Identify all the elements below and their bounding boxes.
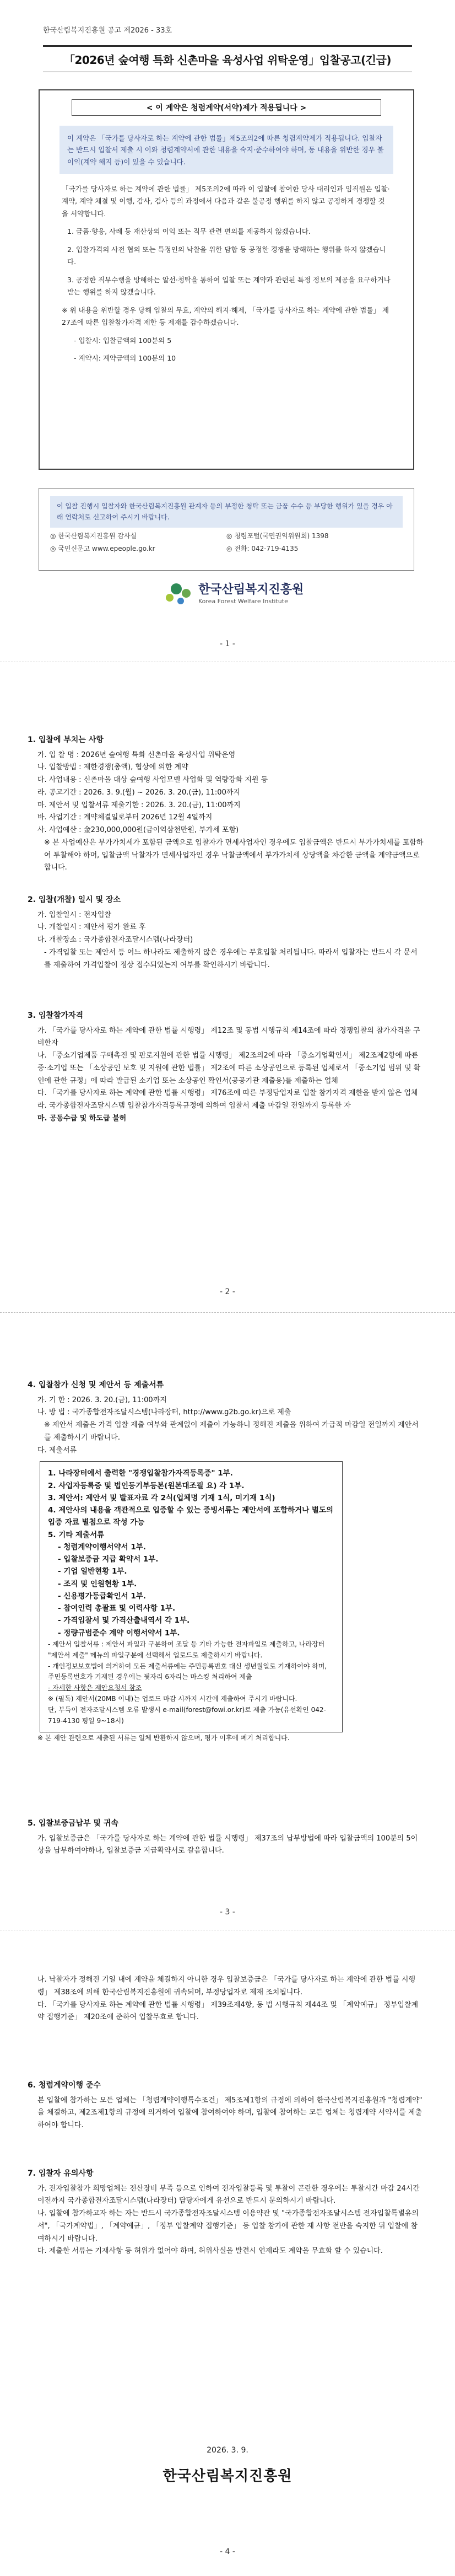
doc-subitem: - 신용평가등급확인서 1부. [58, 1591, 146, 1601]
line: 라. 공고기간 : 2026. 3. 9.(월) ~ 2026. 3. 20.(금), 11:00까지 [37, 788, 240, 797]
section-3 [28, 1009, 424, 1125]
doc-subitem: - 입찰보증금 지급 확약서 1부. [58, 1555, 159, 1564]
report-row [50, 544, 403, 553]
page-number: - 4 - [220, 2547, 235, 2556]
section-heading: 4. 입찰참가 신청 및 제안서 등 제출서류 [28, 1381, 164, 1389]
section-7 [28, 2167, 424, 2258]
line: 다. 「국가를 당사자로 하는 계약에 관한 법률 시행령」 제76조에 따른 부정당업자로 입찰 참가자격 제한을 받지 않은 업체 [37, 1089, 418, 1098]
line: 라. 국가종합전자조달시스템 입찰참가자격등록규정에 의하여 입찰서 제출 마감일 전일까지 등록한 자 [37, 1102, 351, 1110]
logo-subtitle: Korea Forest Welfare Institute [198, 598, 288, 605]
page-number: - 2 - [220, 1287, 235, 1296]
doc-subitem: - 조직 및 인원현황 1부. [58, 1579, 137, 1588]
ethics-body [62, 183, 391, 365]
note: ※ 본 사업예산은 부가가치세가 포함된 금액으로 입찰자가 면세사업자인 경우에도 입찰금액은 반드시 부가가치세를 포함하여 투찰해야 하며, 입찰금액 낙찰자가 면세사업자인 경우 낙찰금액에서 부가가치세 상당액을 차감한 금액을 계약금액으로 합니다. [44, 838, 424, 872]
section-heading: 7. 입찰자 유의사항 [28, 2169, 94, 2178]
note: - 가격입찰 또는 제안서 등 어느 하나라도 제출하지 않은 경우에는 무효입찰 처리됩니다. 따라서 입찰자는 반드시 각 문서를 제출하여 가격입찰이 정상 접수되었는지 여부를 확인하시기 바랍니다. [44, 948, 418, 969]
line: 마. 제안서 및 입찰서류 제출기한 : 2026. 3. 20.(금), 11:00까지 [37, 801, 241, 809]
section-heading: 5. 입찰보증금납부 및 귀속 [28, 1819, 118, 1828]
line: 사. 사업예산 : 金230,000,000원(금이억삼천만원, 부가세 포함) [37, 826, 239, 834]
ethics-sub: - 입찰시: 입찰금액의 100분의 5 [74, 336, 172, 345]
ethics-sub: - 계약시: 계약금액의 100분의 10 [74, 354, 176, 363]
ethics-item: 3. 공정한 직무수행을 방해하는 알선·청탁을 통하여 입찰 또는 계약과 관련된 특정 정보의 제공을 요구하거나 받는 행위를 하지 않겠습니다. [67, 275, 391, 297]
page-title: 「2026년 숲여행 특화 신촌마을 육성사업 위탁운영」입찰공고(긴급) [43, 45, 412, 72]
line: 가. 기 한 : 2026. 3. 20.(금), 11:00까지 [37, 1396, 167, 1404]
line: 나. 개찰일시 : 제안서 평가 완료 후 [37, 923, 146, 932]
organization-name: 한국산림복지진흥원 [162, 2468, 292, 2484]
ethics-para: ※ 위 내용을 위반할 경우 당해 입찰의 무효, 계약의 해지·해제, 「국가를 당사자로 하는 계약에 관한 법률」 제27조에 따른 입찰참가자격 제한 등 제재를 감수하겠습니다. [62, 305, 389, 327]
section-1 [28, 733, 424, 874]
line[interactable]: 나. 방 법 : 국가종합전자조달시스템(나라장터, http://www.g2b.go.kr)으로 제출 [37, 1408, 291, 1417]
line: 나. 낙찰자가 정해진 기일 내에 계약을 체결하지 아니한 경우 입찰보증금은 「국가를 당사자로 하는 계약에 관한 법률 시행령」 제38조에 의해 한국산림복지진흥원에 귀속되며, 부정당업자로 제재 조치됩니다. [37, 1976, 416, 1997]
report-box [39, 488, 414, 571]
ethics-item: 1. 금품·향응, 사례 등 재산상의 이익 또는 직무 관련 편의를 제공하지 않겠습니다. [67, 227, 311, 236]
page-number: - 3 - [220, 1908, 235, 1917]
line: 다. 제출서류 [37, 1446, 77, 1455]
report-contact: ◎ 청렴포털(국민권익위원회) 1398 [226, 532, 329, 540]
report-contact[interactable]: ◎ 국민신문고 www.epeople.go.kr [50, 544, 155, 552]
section-heading: 6. 청렴계약이행 준수 [28, 2081, 101, 2090]
report-intro: 이 입찰 진행시 입찰자와 한국산림복지진흥원 관계자 등의 부정한 청탁 또는 금품 수수 등 부당한 행위가 있을 경우 아래 연락처로 신고하여 주시기 바랍니다. [50, 496, 403, 528]
report-row [50, 531, 403, 540]
line: 다. 개찰장소 : 국가종합전자조달시스템(나라장터) [37, 936, 193, 944]
line: 다. 제출한 서류는 기재사항 등 허위가 없어야 하며, 허위사실을 발견시 언제라도 계약을 무효화 할 수 있습니다. [37, 2247, 383, 2256]
section-5 [28, 1817, 424, 1858]
section-heading: 2. 입찰(개찰) 일시 및 장소 [28, 895, 121, 904]
required-documents-box [40, 1461, 343, 1732]
doc-item: 1. 나라장터에서 출력한 "경쟁입찰참가자격등록증" 1부. [48, 1469, 233, 1478]
doc-note[interactable]: 단, 부득이 전자조달시스템 오류 발생시 e-mail(forest@fowi.or.kr)로 제출 가능(유선확인 042-719-4130 평일 9~18시) [48, 1705, 326, 1725]
section-6 [28, 2079, 424, 2132]
line: 나. 입찰방법 : 제한경쟁(총액), 협상에 의한 계약 [37, 763, 188, 772]
line: 가. 「국가를 당사자로 하는 계약에 관한 법률 시행령」 제12조 및 동법 시행규칙 제14조에 따라 경쟁입찰의 참가자격을 구비한자 [37, 1026, 420, 1048]
doc-note: - 개인정보보호법에 의거하여 모든 제출서류에는 주민등록번호 대신 생년월일로 기재하여야 하며, 주민등록번호가 기재된 경우에는 뒷자리 6자리는 마스킹 처리하여 제출 [48, 1662, 327, 1681]
ethics-intro: 이 계약은 「국가를 당사자로 하는 계약에 관한 법률」제5조의2에 따른 청렴계약제가 적용됩니다. 입찰자는 반드시 입찰서 제출 시 이와 청렴계약서에 관한 내용을 숙지·준수하여야 하며, 동 내용을 위반한 경우 불이익(계약 해지 등)이 있을 수 있습니다. [59, 126, 393, 174]
doc-note: - 자세한 사항은 제안요청서 참조 [48, 1684, 142, 1692]
doc-subitem: - 정량규범준수 계약 이행서약서 1부. [58, 1628, 180, 1638]
logo-name: 한국산림복지진흥원 [198, 583, 304, 597]
line: 가. 입찰보증금은 「국가를 당사자로 하는 계약에 관한 법률 시행령」 제37조의 납부방법에 따라 입찰금액의 100분의 5이상을 납부하여야하나, 입찰보증금 지급확약서로 갈음합니다. [37, 1834, 418, 1855]
page-number: - 1 - [220, 640, 235, 648]
section-heading: 3. 입찰참가자격 [28, 1011, 84, 1020]
doc-item: 2. 사업자등록증 및 법인등기부등본(원본대조필 요) 각 1부. [48, 1481, 245, 1490]
doc-note: ※ (필독) 제안서(20MB 이내)는 업로드 마감 시까지 시간에 제출하여 주시기 바랍니다. [48, 1694, 297, 1703]
doc-subitem: - 기업 일반현황 1부. [58, 1567, 127, 1576]
line: 마. 공동수급 및 하도급 불허 [37, 1114, 127, 1123]
line: 다. 사업내용 : 신촌마을 대상 숲여행 사업모델 사업화 및 역량강화 지원 등 [37, 776, 268, 784]
note: ※ 본 제안 관련으로 제출된 서류는 일체 반환하지 않으며, 평가 이후에 폐기 처리합니다. [37, 1734, 290, 1742]
doc-subitem: - 가격입찰서 및 가격산출내역서 각 1부. [58, 1616, 190, 1625]
notice-number: 한국산림복지진흥원 공고 제2026 - 33호 [43, 26, 172, 35]
doc-item: 4. 제안사의 내용을 객관적으로 입증할 수 있는 증빙서류는 제안서에 포함하거나 별도의 입증 자료 별첨으로 작성 가능 [48, 1506, 333, 1527]
page-divider [0, 1312, 455, 1313]
ethics-box [39, 89, 414, 470]
doc-item: 5. 기타 제출서류 [48, 1530, 105, 1539]
notice-date: 2026. 3. 9. [207, 2446, 248, 2455]
section-5-cont [28, 1974, 424, 2024]
ethics-heading: < 이 계약은 청렴계약(서약)제가 적용됩니다 > [72, 99, 381, 116]
doc-note: - 제안서 입찰서류 : 제안서 파일과 구분하여 조달 등 기타 가능한 전자파일로 제출하고, 나라장터 "제안서 제출" 메뉴의 파일구분에 선택해서 업로드로 제출하시기 바랍니다. [48, 1640, 325, 1659]
line: 나. 「중소기업제품 구매촉진 및 판로지원에 관한 법률 시행령」 제2조의2에 따라 「중소기업확인서」 제2조제2항에 따른 중·소기업 또는 「소상공인 보호 및 지원에 관한 법률」 제2조에 따른 소상공인으로 등록된 업체로서 「중소기업 범위 및 확인에 관한 규정」에 따라 발급된 소기업 또는 소상공인 확인서(공공기관 제출용)를 제출하는 업체 [37, 1051, 421, 1085]
line: 가. 전자입찰참가 희망업체는 전산장비 부족 등으로 인하여 전자입찰등록 및 투찰이 곤란한 경우에는 투찰시간 마감 24시간 이전까지 국가종합전자조달시스템(나라장터) 담당자에게 유선으로 반드시 문의하시기 바랍니다. [37, 2184, 420, 2205]
section-4 [28, 1378, 424, 1744]
section-heading: 1. 입찰에 부치는 사항 [28, 736, 104, 744]
doc-subitem: - 참여인력 총괄표 및 이력사항 1부. [58, 1604, 176, 1613]
section-2 [28, 893, 424, 972]
ethics-para: 「국가를 당사자로 하는 계약에 관한 법률」 제5조의2에 따라 이 입찰에 참여한 당사 대리인과 임직원은 입찰·계약, 계약 체결 및 이행, 감사, 검사 등의 과정에서 다음과 같은 불공정 행위를 하지 않고 공정하게 경쟁할 것을 서약합니다. [62, 184, 390, 218]
line: 바. 사업기간 : 계약체결일로부터 2026년 12월 4일까지 [37, 813, 213, 822]
line: 본 입찰에 참가하는 모든 업체는 「청렴계약이행특수조건」 제5조제1항의 규정에 의하여 한국산림복지진흥원과 "청렴계약" 을 체결하고, 제2조제1항의 규정에 의거하여 입찰에 참여하여야 하며, 입찰에 참여하는 모든 업체는 청렴계약 서약서를 제출하여야 합니다. [37, 2096, 422, 2129]
report-contact: ◎ 한국산림복지진흥원 감사실 [50, 532, 137, 540]
line: 다. 「국가를 당사자로 하는 계약에 관한 법률 시행령」 제39조제4항, 동 법 시행규칙 제44조 및 「계약예규」 정부입찰계약 집행기준」 제20조에 준하여 입찰무효로 합니다. [37, 2000, 419, 2022]
line: 나. 입찰에 참가하고자 하는 자는 반드시 국가종합전자조달시스템 이용약관 및 "국가종합전자조달시스템 전자입찰특별유의서", 「국가계약법」, 「계약예규」, 「정부 입찰계약 집행기준」 등 입찰 참가에 관한 제 사항 전반을 숙지한 뒤 입찰에 참여하시기 바랍니다. [37, 2209, 419, 2243]
report-contact: ◎ 전화: 042-719-4135 [226, 544, 299, 552]
ethics-item: 2. 입찰가격의 사전 협의 또는 특정인의 낙찰을 위한 담합 등 공정한 경쟁을 방해하는 행위를 하지 않겠습니다. [67, 245, 386, 266]
line: 가. 입 찰 명 : 2026년 숲여행 특화 신촌마을 육성사업 위탁운영 [37, 750, 236, 759]
note: ※ 제안서 제출은 가격 입찰 제출 여부와 관계없이 제출이 가능하니 정해진 제출을 위하여 가급적 마감일 전일까지 제안서를 제출하시기 바랍니다. [44, 1421, 419, 1442]
line: 가. 입찰일시 : 전자입찰 [37, 910, 111, 919]
doc-item: 3. 제안서: 제안서 및 발표자료 각 2식(업체명 기재 1식, 미기재 1식) [48, 1493, 275, 1502]
doc-subitem: - 청렴계약이행서약서 1부. [58, 1542, 146, 1552]
